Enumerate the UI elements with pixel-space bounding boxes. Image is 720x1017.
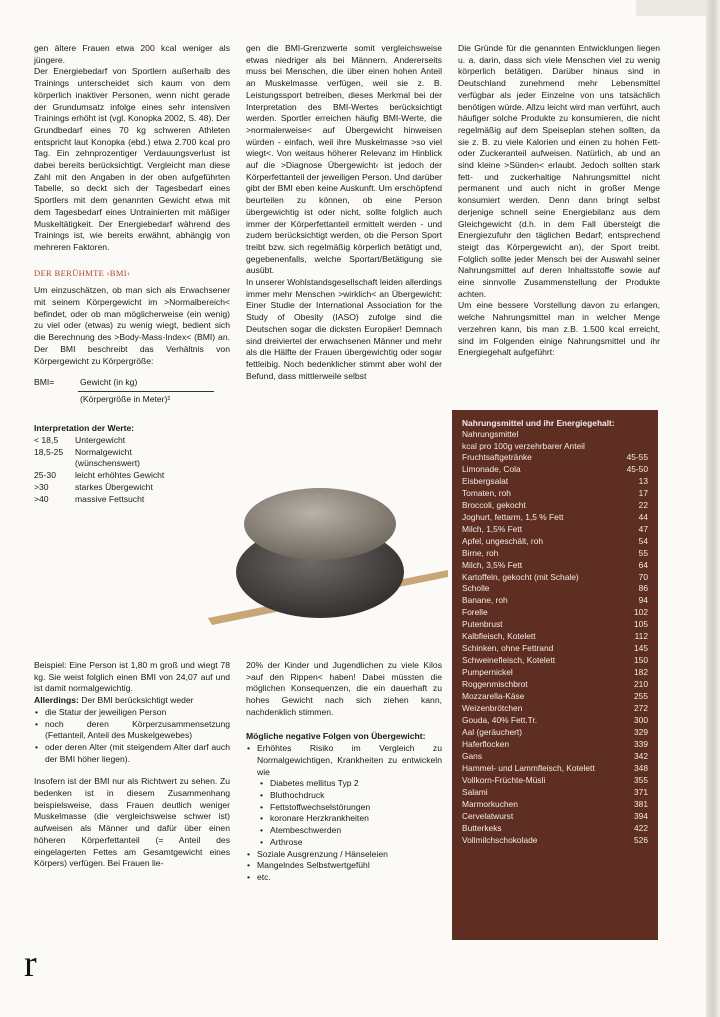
list-item: • Soziale Ausgrenzung / Hänseleien [257, 849, 442, 861]
paragraph: In unserer Wohlstandsgesellschaft leiden allerdings immer mehr Menschen >wirklich< an Übergewicht: Einer Studie der International Association for the Study of Obesity (IASO) zufolge sind die Deutschen sogar die dicksten Europäer! Demnach sind dreiviertel der erwachsenen Männer und mehr als die Hälfte der Frauen übergewichtig oder sogar fettleibig. Noch bedenklicher stimmt aber wohl der Befund, dass mittlerweile selbst [246, 277, 442, 381]
list-item: • etc. [257, 872, 442, 884]
food-name: Schweinefleisch, Kotelett [462, 655, 556, 666]
kcal-value: 150 [634, 655, 648, 666]
paragraph: Um eine bessere Vorstellung davon zu erlangen, welche Nahrungsmittel man in welcher Menge verzehren kann, bis man z.B. 1.500 kcal erreicht, sind im Folgenden einige Nahrungsmittel und ihr Energiegehalt aufgeführt: [458, 300, 660, 358]
food-name: Tomaten, roh [462, 487, 511, 498]
table-row [462, 835, 648, 847]
table-header: kcal pro 100g verzehrbarer Anteil [462, 440, 585, 451]
kcal-value: 329 [634, 726, 648, 737]
food-name: Roggenmischbrot [462, 679, 528, 690]
food-name: Weizenbrötchen [462, 703, 523, 714]
range [34, 458, 75, 470]
interpretation-row [34, 482, 230, 494]
paragraph: 20% der Kinder und Jugendlichen zu viele Kilos >auf den Rippen< haben! Dabei müssten die möglichen Konsequenzen, die ein dauerhaft zu hohes Gewicht nach sich ziehen kann, nachdenklich stimmen. [246, 660, 442, 717]
disease-list [246, 778, 442, 848]
formula-lhs: BMI= [34, 377, 55, 388]
kcal-value: 300 [634, 714, 648, 725]
table-row [462, 488, 648, 500]
kcal-value: 86 [638, 583, 648, 594]
page-letter: r [24, 943, 37, 985]
kcal-value: 94 [638, 595, 648, 606]
kcal-value: 394 [634, 810, 648, 821]
list-item: • Atembeschwerden [270, 825, 442, 837]
food-name: Gans [462, 750, 483, 761]
formula-denominator: (Körpergröße in Meter)² [80, 394, 171, 405]
column-2 [246, 43, 442, 382]
table-row [462, 679, 648, 691]
table-row [462, 583, 648, 595]
table-row [462, 572, 648, 584]
range-label: leicht erhöhtes Gewicht [75, 470, 165, 481]
table-row [462, 799, 648, 811]
table-row [462, 607, 648, 619]
range-label: (wünschenswert) [75, 458, 140, 469]
food-name: Hammel- und Lammfleisch, Kotelett [462, 762, 595, 773]
kcal-value: 342 [634, 750, 648, 761]
table-header: Nahrungsmittel [462, 429, 519, 439]
food-name: Eisbergsalat [462, 475, 509, 486]
table-row [462, 811, 648, 823]
food-name: Vollkorn-Früchte-Müsli [462, 774, 546, 785]
food-name: Cervelatwurst [462, 810, 514, 821]
kcal-value: 45-50 [626, 463, 648, 474]
food-name: Marmorkuchen [462, 798, 518, 809]
food-name: Putenbrust [462, 619, 503, 630]
bmi-formula [34, 377, 230, 415]
kcal-value: 210 [634, 679, 648, 690]
kcal-value: 22 [638, 499, 648, 510]
range: < 18,5 [34, 434, 59, 445]
list-item: • Fettstoffwechselstörungen [270, 802, 442, 814]
kcal-value: 145 [634, 643, 648, 654]
interpretation-list [34, 423, 230, 505]
list-item: • Arthrose [270, 837, 442, 849]
kcal-value: 272 [634, 703, 648, 714]
table-row [462, 691, 648, 703]
list-item: • oder deren Alter (mit steigendem Alter darf auch der BMI höher liegen). [45, 742, 230, 765]
kcal-value: 44 [638, 511, 648, 522]
column-1 [34, 43, 230, 505]
kcal-value: 45-55 [626, 452, 648, 462]
table-row [462, 464, 648, 476]
table-row [462, 524, 648, 536]
column-3 [458, 43, 660, 359]
food-name: Schinken, ohne Fettrand [462, 643, 554, 654]
consequences-list [246, 743, 442, 778]
table-row [462, 763, 648, 775]
table-row [462, 643, 648, 655]
food-name: Milch, 3,5% Fett [462, 559, 523, 570]
kcal-value: 255 [634, 691, 648, 702]
table-row [462, 512, 648, 524]
paragraph [34, 695, 230, 707]
range: >30 [34, 481, 49, 492]
range: 25-30 [34, 470, 56, 481]
table-row [462, 703, 648, 715]
kcal-value: 526 [634, 834, 648, 845]
food-name: Forelle [462, 607, 488, 618]
food-name: Aal (geräuchert) [462, 726, 523, 737]
table-row [462, 739, 648, 751]
food-name: Haferflocken [462, 738, 510, 749]
list-item: • Diabetes mellitus Typ 2 [270, 778, 442, 790]
table-row [462, 619, 648, 631]
stones-photo [208, 478, 448, 638]
list-item: • Erhöhtes Risiko im Vergleich zu Normalgewichtigen, Krankheiten zu entwickeln wie [257, 743, 442, 778]
table-row [462, 536, 648, 548]
table-row [462, 775, 648, 787]
range-label: massive Fettsucht [75, 493, 145, 504]
text: Der BMI berücksichtigt weder [78, 695, 194, 706]
food-name: Fruchtsaftgetränke [462, 452, 532, 462]
table-row [462, 655, 648, 667]
kcal-value: 13 [638, 475, 648, 486]
page-spine [706, 0, 720, 1017]
kcal-value: 70 [638, 571, 648, 582]
food-name: Joghurt, fettarm, 1,5 % Fett [462, 511, 564, 522]
table-row [462, 452, 648, 464]
formula-numerator: Gewicht (in kg) [80, 377, 138, 388]
list-item: • Mangelndes Selbstwertgefühl [257, 860, 442, 872]
kcal-value: 112 [634, 631, 648, 642]
column-2-bottom [246, 660, 442, 884]
kcal-value: 371 [634, 786, 648, 797]
range: >40 [34, 493, 49, 504]
kcal-value: 55 [638, 547, 648, 558]
range-label: Untergewicht [75, 434, 126, 445]
kcal-value: 348 [634, 762, 648, 773]
section-heading: DER BERÜHMTE ›BMI‹ [34, 267, 131, 278]
range-label: Normalgewicht [75, 446, 132, 457]
food-name: Limonade, Cola [462, 463, 521, 474]
food-name: Kartoffeln, gekocht (mit Schale) [462, 571, 579, 582]
kcal-value: 339 [634, 738, 648, 749]
table-row [462, 787, 648, 799]
consequences-list [246, 849, 442, 884]
table-row [462, 476, 648, 488]
kcal-value: 381 [634, 798, 648, 809]
table-row [462, 560, 648, 572]
food-name: Vollmilchschokolade [462, 834, 538, 845]
food-name: Pumpernickel [462, 667, 513, 678]
kcal-value: 47 [638, 523, 648, 534]
paragraph: Der Energiebedarf von Sportlern außerhalb des Trainings unterscheidet sich kaum von dem körperlich inaktiver Personen, wenn nicht gerade der Grundumsatz infolge eines sehr intensiven Trainings erhöht ist (vgl. Konopka 2002, S. 48). Der Grundbedarf eines 70 kg schweren Athleten entspricht laut Konopka (ebd.) etwa 2.700 kcal pro Tag. Ein zehnprozentiger Verdauungsverlust ist dabei bereits berücksichtigt. Vergleicht man diese Zahl mit den Angaben in der oben aufgeführten Tabelle, so deckt sich der Tagesbedarf eines Sportlers mit dem genannten Gewicht etwa mit dem Tagesbedarf eines Untrainierten mit mäßiger Muskeltätigkeit. Der Energiebedarf während des Trainings ist, wie bereits erwähnt, abhängig von mehreren Faktoren. [34, 66, 230, 252]
next-page-edge [636, 0, 706, 16]
interpretation-row [34, 494, 230, 506]
kcal-value: 182 [634, 667, 648, 678]
food-name: Gouda, 40% Fett.Tr. [462, 714, 538, 725]
consequences-title: Mögliche negative Folgen von Übergewicht: [246, 730, 426, 741]
table-title: Nahrungsmittel und ihr Energiegehalt: [462, 418, 615, 428]
bmi-limit-list [34, 707, 230, 766]
kcal-value: 105 [634, 619, 648, 630]
list-item: • noch deren Körperzusammensetzung (Fettanteil, Anteil des Muskelgewebes) [45, 719, 230, 742]
interpretation-row [34, 470, 230, 482]
kcal-value: 17 [638, 487, 648, 498]
kcal-value: 422 [634, 822, 648, 833]
table-row [462, 751, 648, 763]
table-row [462, 823, 648, 835]
paragraph: Insofern ist der BMI nur als Richtwert zu sehen. Zu bedenken ist in diesem Zusammenhang beispielsweise, dass Frauen deutlich weniger Muskelmasse (die vergleichsweise schwer ist) aufweisen als Männer und dafür über einen höheren Körperfettanteil (= Anteil des eingelagerten Fettes am Gesamtgewicht eines Körpers) verfügen. Bei Frauen lie- [34, 776, 230, 869]
energy-table [452, 410, 658, 940]
paragraph: Die Gründe für die genannten Entwicklungen liegen u. a. darin, dass sich viele Menschen viel zu wenig körperlich betätigen. Darüber hinaus sind in Deutschland zunehmend mehr Lebensmittel verfügbar als jeder Einzelne von uns tatsächlich benötigen würde. Allzu leicht wird man verführt, auch häufiger solche Produkte zu konsumieren, die nicht regelmäßig auf dem Speiseplan stehen sollten, da sie z. B. zu viele Kalorien und einen zu hohen Fett- oder Zuckeranteil aufweisen. Natürlich, ab und an sind kleine >Sünden< erlaubt. Jedoch sollten stark fett- und zuckerhaltige Nahrungsmittel nicht permanent und auch nicht in großer Menge konsumiert werden. Denn dann bringt selbst derjenige schnell seine Energiebilanz aus dem Gleichgewicht (d.h. in dem Fall übersteigt die Energiezufuhr den täglichen Bedarf; entsprechend steigt das Körpergewicht an), der Sport treibt. Folglich sollte jeder Mensch bei der Auswahl seiner Nahrungsmittel auf deren Inhaltsstoffe sowie auf eine sinnvolle Zusammenstellung der Produkte achten. [458, 43, 660, 299]
food-name: Apfel, ungeschält, roh [462, 535, 544, 546]
paragraph: Beispiel: Eine Person ist 1,80 m groß und wiegt 78 kg. Sie weist folglich einen BMI von 24,07 auf und ist damit normalgewichtig. [34, 660, 230, 694]
list-item: • die Statur der jeweiligen Person [45, 707, 230, 719]
paragraph: gen ältere Frauen etwa 200 kcal weniger als jüngere. [34, 43, 230, 65]
column-1-bottom [34, 660, 230, 870]
kcal-value: 355 [634, 774, 648, 785]
food-name: Kalbfleisch, Kotelett [462, 631, 536, 642]
table-row [462, 631, 648, 643]
upper-stone [244, 488, 396, 560]
table-row [462, 548, 648, 560]
food-name: Birne, roh [462, 547, 499, 558]
list-item: • koronare Herzkrankheiten [270, 813, 442, 825]
food-name: Broccoli, gekocht [462, 499, 526, 510]
food-name: Scholle [462, 583, 490, 594]
food-name: Banane, roh [462, 595, 508, 606]
list-item: • Bluthochdruck [270, 790, 442, 802]
range: 18,5-25 [34, 446, 64, 457]
paragraph: gen die BMI-Grenzwerte somit vergleichsweise etwas niedriger als bei Männern. Andererseits muss bei Menschen, die über einen hohen Anteil an Muskelmasse verfügen, weil sie z. B. Leistungssport betreiben, dieses Merkmal bei der Interpretation des BMI-Wertes berücksichtigt werden. Sportler erreichen häufig BMI-Werte, die >normalerweise< auf Übergewicht hinweisen würden - einfach, weil ihre Muskelmasse >so viel wiegt<. Von weitaus höherer Relevanz im Hinblick auf die >Diagnose Übergewicht‹ ist jedoch der Körperfettanteil der jeweiligen Person. Und darüber gibt der BMI eben keine Auskunft. Um erschöpfend beurteilen zu können, ob eine Person übergewichtig ist oder nicht, sollte folglich auch immer der Körperfettanteil ermittelt werden - und zudem berücksichtigt werden, ob die Person Sport treibt bzw. sich regelmäßig körperlich betätigt und, gegebenenfalls, welche Sportart/Betätigung sie ausübt. [246, 43, 442, 276]
table-row [462, 727, 648, 739]
table-body [462, 452, 648, 846]
fraction-line [78, 391, 214, 392]
table-row [462, 500, 648, 512]
kcal-value: 54 [638, 535, 648, 546]
food-name: Salami [462, 786, 488, 797]
interpretation-row [34, 435, 230, 447]
emphasis: Allerdings: [34, 695, 79, 706]
food-name: Mozzarella-Käse [462, 691, 525, 702]
food-name: Milch, 1,5% Fett [462, 523, 523, 534]
interpretation-row [34, 458, 230, 470]
range-label: starkes Übergewicht [75, 481, 153, 492]
table-row [462, 715, 648, 727]
table-row [462, 667, 648, 679]
table-row [462, 595, 648, 607]
paragraph: Um einzuschätzen, ob man sich als Erwachsener mit seinem Körpergewicht im >Normalbereich< befindet, oder ob man möglicherweise (ein wenig) zu viel oder (etwas) zu wenig wiegt, bedient sich die Berechnung des >Body-Mass-Index< (BMI) an. Der BMI beschreibt das Verhältnis von Körpergewicht zu Körpergröße: [34, 285, 230, 366]
food-name: Butterkeks [462, 822, 502, 833]
kcal-value: 64 [638, 559, 648, 570]
interpretation-row [34, 447, 230, 459]
kcal-value: 102 [634, 607, 648, 618]
interpretation-title: Interpretation der Werte: [34, 423, 135, 434]
